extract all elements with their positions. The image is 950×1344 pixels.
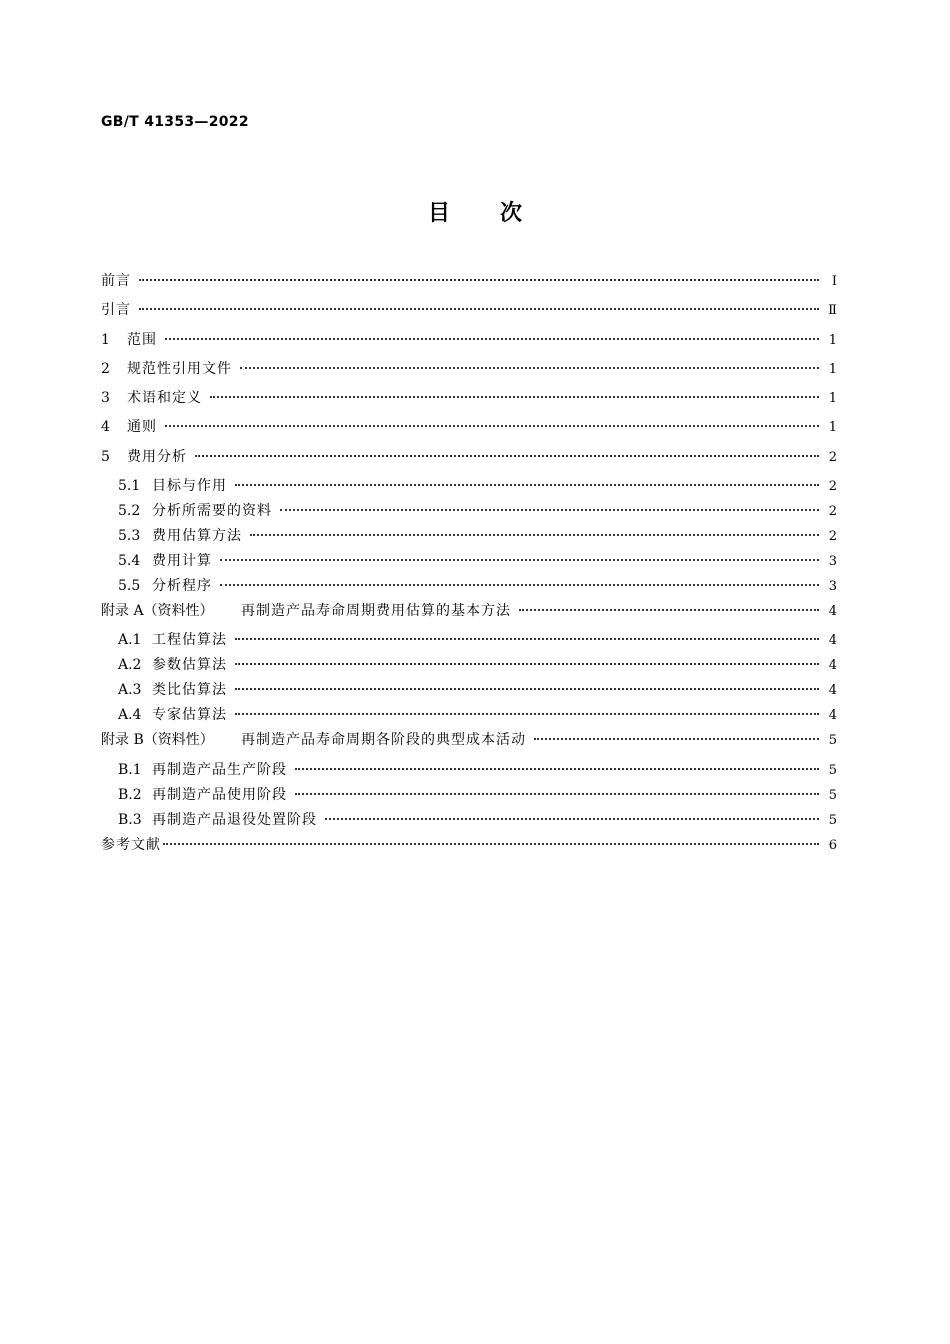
toc-entry-title: 引言	[101, 302, 131, 319]
toc-entry[interactable]	[101, 784, 837, 809]
toc-entry[interactable]	[101, 600, 837, 629]
toc-entry-page-number: 5	[828, 733, 837, 749]
toc-entry-title: 范围	[127, 331, 157, 348]
toc-entry-page-number: 4	[828, 633, 837, 649]
toc-entry-page-number: 2	[828, 504, 837, 520]
dot-leader	[250, 534, 819, 536]
toc-entry-number: A.3	[118, 682, 142, 699]
toc-entry-page-number: 4	[828, 683, 837, 699]
table-of-contents	[101, 270, 837, 863]
toc-entry-title: 规范性引用文件	[127, 360, 232, 377]
dot-leader	[220, 584, 819, 586]
dot-leader	[240, 367, 819, 369]
toc-entry-number: A.2	[118, 657, 142, 674]
toc-entry[interactable]	[101, 475, 837, 500]
toc-entry-number: 2	[101, 360, 110, 377]
toc-entry-page-number: 1	[828, 332, 837, 348]
dot-leader	[534, 738, 819, 740]
toc-entry[interactable]	[101, 329, 837, 358]
dot-leader	[139, 308, 819, 310]
toc-entry[interactable]	[101, 629, 837, 654]
toc-entry-page-number: 6	[828, 837, 837, 853]
toc-entry[interactable]	[101, 525, 837, 550]
toc-entry-title: 类比估算法	[152, 682, 227, 699]
dot-leader	[139, 279, 819, 281]
toc-entry-page-number: 2	[828, 529, 837, 545]
toc-entry-number: 5.2	[118, 503, 141, 520]
toc-entry-title: 费用计算	[152, 553, 212, 570]
toc-entry-number: 4	[101, 419, 110, 436]
toc-entry-title: 工程估算法	[152, 632, 227, 649]
toc-entry-page-number: 5	[828, 812, 837, 828]
toc-entry[interactable]	[101, 654, 837, 679]
toc-entry-title: 再制造产品使用阶段	[152, 786, 287, 803]
toc-entry-page-number: Ⅱ	[828, 303, 837, 319]
dot-leader	[235, 688, 819, 690]
toc-entry[interactable]	[101, 759, 837, 784]
toc-entry[interactable]	[101, 446, 837, 475]
toc-entry-title: 术语和定义	[127, 390, 202, 407]
toc-entry-title: 专家估算法	[152, 707, 227, 724]
toc-entry-number: 1	[101, 331, 110, 348]
toc-entry-page-number: 1	[828, 391, 837, 407]
toc-entry[interactable]	[101, 416, 837, 445]
dot-leader	[325, 818, 819, 820]
page-title: 目次	[427, 201, 572, 226]
toc-entry[interactable]	[101, 550, 837, 575]
dot-leader	[165, 338, 819, 340]
toc-entry-page-number: 3	[828, 579, 837, 595]
toc-entry-page-number: Ⅰ	[831, 274, 837, 289]
dot-leader	[519, 609, 819, 611]
dot-leader	[235, 484, 819, 486]
toc-entry[interactable]	[101, 575, 837, 600]
toc-entry-title: 参数估算法	[152, 657, 227, 674]
dot-leader	[210, 396, 819, 398]
toc-entry-page-number: 5	[828, 762, 837, 778]
toc-entry[interactable]	[101, 704, 837, 729]
toc-entry-number: B.2	[118, 786, 142, 803]
toc-entry-page-number: 1	[828, 420, 837, 436]
toc-entry-page-number: 1	[828, 361, 837, 377]
toc-entry[interactable]	[101, 270, 837, 299]
toc-entry[interactable]	[101, 387, 837, 416]
toc-entry[interactable]	[101, 299, 837, 328]
dot-leader	[165, 425, 819, 427]
toc-entry[interactable]	[101, 809, 837, 834]
toc-entry-page-number: 2	[828, 449, 837, 465]
toc-entry-number: B.1	[118, 761, 142, 778]
toc-entry-number: 3	[101, 390, 110, 407]
toc-entry-number: A.1	[118, 632, 142, 649]
toc-entry-number: 5.1	[118, 478, 141, 495]
toc-entry[interactable]	[101, 729, 837, 758]
toc-entry-page-number: 4	[828, 604, 837, 620]
toc-entry-page-number: 2	[828, 479, 837, 495]
toc-entry-page-number: 3	[828, 554, 837, 570]
toc-entry-number: B.3	[118, 811, 142, 828]
toc-entry-title: 目标与作用	[152, 478, 227, 495]
toc-entry-title: 再制造产品寿命周期费用估算的基本方法	[241, 603, 511, 620]
dot-leader	[195, 455, 819, 457]
dot-leader	[295, 793, 819, 795]
toc-entry-title: 再制造产品退役处置阶段	[152, 811, 317, 828]
toc-entry-number: 5	[101, 448, 110, 465]
toc-entry-number: 5.4	[118, 553, 141, 570]
toc-entry[interactable]	[101, 358, 837, 387]
toc-entry-title: 通则	[127, 419, 157, 436]
dot-leader	[280, 509, 819, 511]
toc-entry-number: 附录 A（资料性）	[101, 603, 214, 620]
standard-code: GB/T 41353—2022	[101, 114, 249, 130]
toc-entry-page-number: 4	[828, 708, 837, 724]
toc-entry[interactable]	[101, 834, 837, 863]
dot-leader	[220, 559, 819, 561]
toc-entry-number: 5.3	[118, 528, 141, 545]
dot-leader	[235, 713, 819, 715]
toc-entry-page-number: 5	[828, 787, 837, 803]
toc-entry-title: 再制造产品寿命周期各阶段的典型成本活动	[241, 732, 526, 749]
toc-entry-number: 附录 B（资料性）	[101, 732, 214, 749]
dot-leader	[295, 768, 819, 770]
toc-entry-title: 前言	[101, 273, 131, 289]
toc-entry[interactable]	[101, 500, 837, 525]
toc-entry-title: 分析程序	[152, 578, 212, 595]
toc-entry-title: 再制造产品生产阶段	[152, 761, 287, 778]
toc-entry-title: 费用分析	[127, 448, 187, 465]
dot-leader	[163, 843, 819, 845]
toc-entry-page-number: 4	[828, 658, 837, 674]
toc-entry-number: A.4	[118, 707, 142, 724]
toc-entry[interactable]	[101, 679, 837, 704]
toc-entry-title: 分析所需要的资料	[152, 503, 272, 520]
toc-entry-title: 费用估算方法	[152, 528, 242, 545]
toc-entry-title: 参考文献	[101, 836, 161, 853]
dot-leader	[235, 638, 819, 640]
dot-leader	[235, 663, 819, 665]
toc-entry-number: 5.5	[118, 578, 141, 595]
